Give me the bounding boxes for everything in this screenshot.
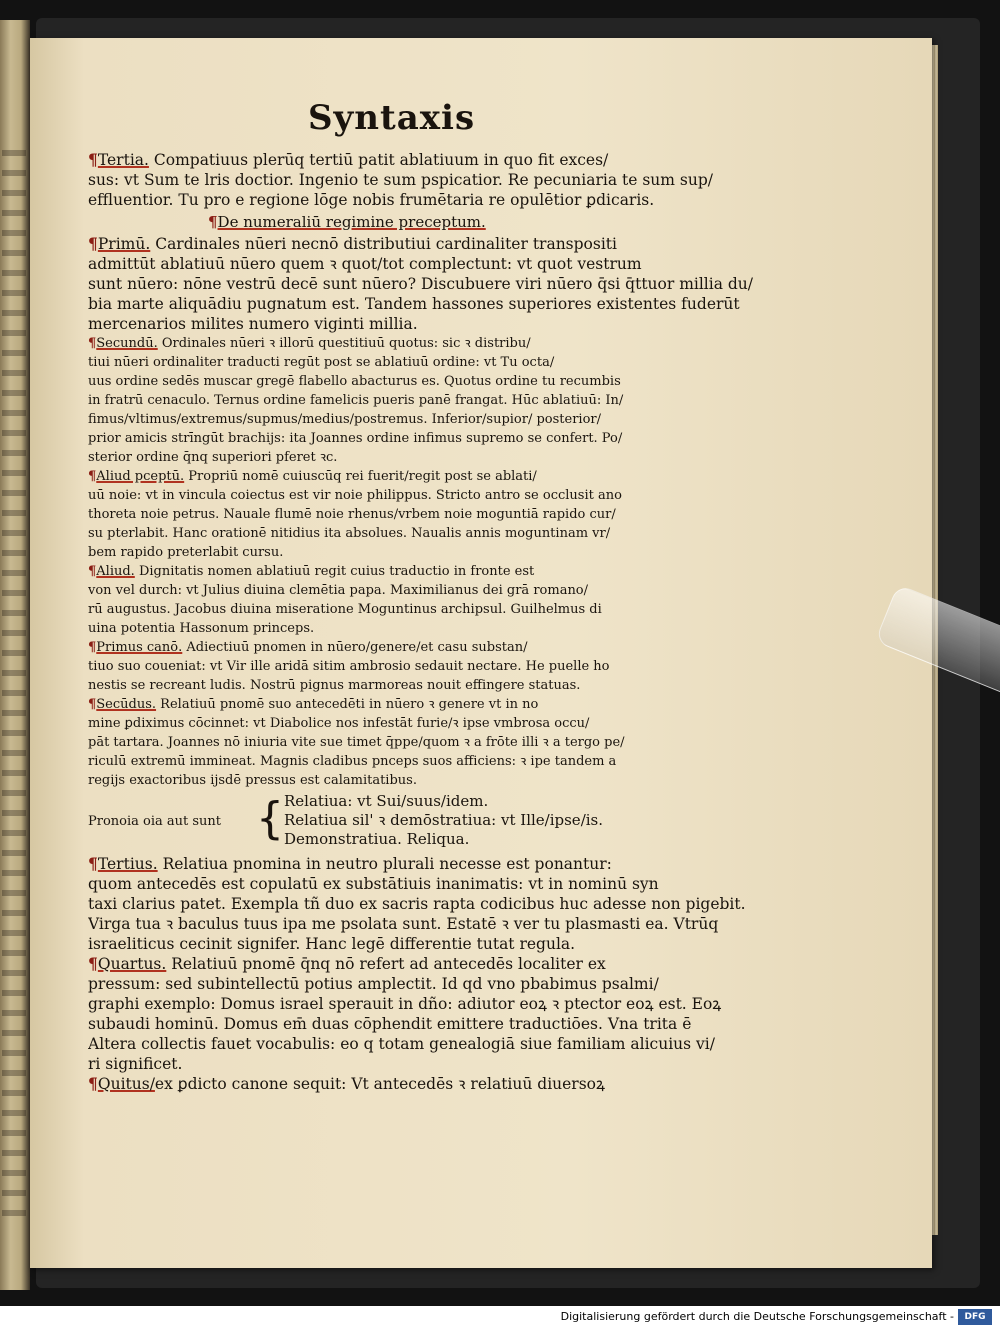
text-line	[88, 150, 768, 170]
left-page-text-fragment	[2, 150, 26, 1230]
text-line	[88, 894, 768, 914]
text-line	[88, 334, 768, 353]
text-line	[88, 410, 768, 429]
pilcrow-mark: ¶	[88, 697, 97, 712]
line-text: von vel durch: vt Julius diuina clemētia papa. Maximilianus dei grā romano/	[88, 583, 589, 598]
text-line	[88, 372, 768, 391]
pilcrow-mark: ¶	[88, 854, 98, 873]
text-line	[88, 467, 768, 486]
line-text: nestis se recreant ludis. Nostrū pignus marmoreas nouit effingere statuas.	[88, 678, 581, 693]
line-text: thoreta noie petrus. Nauale flumē noie rhenus/vrbem noie moguntiā rapido cur/	[88, 507, 616, 522]
pronoun-division-items	[284, 792, 603, 849]
pilcrow-mark: ¶	[88, 564, 97, 579]
footer-credit: Digitalisierung gefördert durch die Deutsche Forschungsgemeinschaft -	[560, 1310, 954, 1323]
line-text: tiui nūeri ordinaliter traducti regūt post se ablatiuū ordine: vt Tu octa/	[88, 355, 555, 370]
pronoun-item: Relatiua: vt Sui/suus/idem.	[284, 792, 489, 810]
pilcrow-mark: ¶	[88, 234, 98, 253]
line-text: mine ꝑdiximus cōcinnet: vt Diabolice nos infestāt furie/ꝛ ipse vmbrosa occu/	[88, 716, 590, 731]
pilcrow-mark: ¶	[88, 1074, 98, 1093]
pilcrow-mark: ¶	[88, 954, 98, 973]
text-line	[88, 448, 768, 467]
rubric-term: Quartus.	[97, 955, 167, 973]
line-text: Ordinales nūeri ꝛ illorū questitiuū quotus: sic ꝛ distribu/	[157, 336, 531, 351]
paragraph-secundus	[88, 695, 768, 790]
line-text: sterior ordine q̄nq superiori pferet ꝛc.	[88, 450, 338, 465]
line-text: sus: vt Sum te lris doctior. Ingenio te sum pspicatior. Re pecuniaria te sum sup/	[88, 171, 713, 189]
line-text: Compatiuus plerūq tertiū patit ablatiuum in quo fit exces/	[148, 151, 609, 169]
text-line	[88, 752, 768, 771]
text-line	[88, 638, 768, 657]
curly-brace-icon: {	[256, 793, 284, 844]
line-text: Relatiuū pnomē suo antecedēti in nūero ꝛ genere vt in no	[156, 697, 539, 712]
line-text: pāt tartara. Joannes nō iniuria vite sue timet q̄ppe/quom ꝛ a frōte illi ꝛ a tergo pe/	[88, 735, 625, 750]
line-text: subaudi hominū. Domus em̄ duas cōphendit emittere traductiōes. Vna trita ē	[88, 1015, 692, 1033]
paragraph-primus-canon	[88, 638, 768, 695]
rubric-term: Primū.	[97, 235, 151, 253]
text-line	[88, 486, 768, 505]
line-text: riculū extremū immineat. Magnis cladibus pnceps suos afficiens: ꝛ ipe tandem a	[88, 754, 617, 769]
text-line	[88, 695, 768, 714]
line-text: Cardinales nūeri necnō distributiui cardinaliter transpositi	[150, 235, 617, 253]
pilcrow-mark: ¶	[208, 213, 218, 231]
text-line	[88, 1054, 768, 1074]
pronoun-division-lead: Pronoia oia aut sunt	[88, 814, 222, 829]
paragraph-secundum	[88, 334, 768, 467]
paragraph-quintus	[88, 1074, 768, 1094]
line-text: Relatiua pnomina in neutro plurali necesse est ponantur:	[157, 855, 612, 873]
paragraph-tertia	[88, 150, 768, 210]
page-header: Syntaxis	[308, 98, 476, 138]
text-line	[88, 314, 768, 334]
line-text: rū augustus. Jacobus diuina miseratione Moguntinus archipsul. Guilhelmus di	[88, 602, 602, 617]
pilcrow-mark: ¶	[88, 336, 97, 351]
text-line	[88, 524, 768, 543]
text-line	[88, 1034, 768, 1054]
line-text: Relatiuū pnomē q̄nq nō refert ad antecedēs localiter ex	[166, 955, 606, 973]
line-text: mercenarios milites numero viginti millia.	[88, 315, 418, 333]
text-line	[88, 854, 768, 874]
pilcrow-mark: ¶	[88, 150, 98, 169]
text-line	[88, 581, 768, 600]
rubric-term: Aliud.	[96, 564, 135, 579]
text-line	[88, 562, 768, 581]
text-line	[88, 974, 768, 994]
pilcrow-mark: ¶	[88, 640, 97, 655]
rubric-term: Primus canō.	[96, 640, 183, 655]
rubric-term: Secūdus.	[96, 697, 157, 712]
line-text: in fratrū cenaculo. Ternus ordine famelicis pueris panē frangat. Hūc ablatiuū: In/	[88, 393, 624, 408]
pronoun-item: Demonstratiua. Reliqua.	[284, 830, 470, 848]
text-line	[88, 914, 768, 934]
text-line	[88, 234, 768, 254]
paragraph-tertius	[88, 854, 768, 954]
rubric-term: Tertius.	[97, 855, 158, 873]
pronoun-division	[88, 792, 768, 850]
text-line	[88, 505, 768, 524]
line-text: quom antecedēs est copulatū ex substātiuis inanimatis: vt in nominū syn	[88, 875, 659, 893]
text-line	[88, 190, 768, 210]
text-line	[88, 543, 768, 562]
paragraph-aliud	[88, 562, 768, 638]
line-text: Virga tua ꝛ baculus tuus ipa me psolata sunt. Estatē ꝛ ver tu plasmasti ea. Vtrūq	[88, 915, 719, 933]
line-text: tiuo suo coueniat: vt Vir ille aridā sitim ambrosio sedauit nectare. He puelle ho	[88, 659, 610, 674]
text-line	[88, 600, 768, 619]
line-text: bem rapido preterlabit cursu.	[88, 545, 284, 560]
line-text: graphi exemplo: Domus israel sperauit in dño: adiutor eoꝝ ꝛ ptector eoꝝ est. Eoꝝ	[88, 995, 722, 1013]
text-line	[88, 274, 768, 294]
text-line	[88, 676, 768, 695]
line-text: fimus/vltimus/extremus/supmus/medius/postremus. Inferior/supior/ posterior/	[88, 412, 602, 427]
line-text: ri significet.	[88, 1055, 183, 1073]
text-line	[88, 353, 768, 372]
line-text: uus ordine sedēs muscar gregē flabello abacturus es. Quotus ordine tu recumbis	[88, 374, 621, 389]
text-line	[88, 934, 768, 954]
line-text: Adiectiuū pnomen in nūero/genere/et casu substan/	[182, 640, 528, 655]
text-line	[88, 1074, 768, 1094]
line-text: prior amicis strīngūt brachijs: ita Joannes ordine infimus supremo se confert. Po/	[88, 431, 623, 446]
line-text: israeliticus cecinit signifer. Hanc legē differentie tutat regula.	[88, 935, 576, 953]
rubric-term: Aliud pceptū.	[96, 469, 185, 484]
text-line	[88, 714, 768, 733]
left-page-edge	[0, 20, 30, 1290]
line-text: sunt nūero: nōne vestrū decē sunt nūero? Discubuere viri nūero q̄si q̄ttuor millia du/	[88, 275, 754, 293]
text-line	[88, 294, 768, 314]
line-text: Dignitatis nomen ablatiuū regit cuius traductio in fronte est	[134, 564, 535, 579]
rubric-term: Quitus/	[97, 1075, 155, 1093]
line-text: pressum: sed subintellectū potius amplectit. Id qd vno pbabimus psalmi/	[88, 975, 659, 993]
paragraph-quartus	[88, 954, 768, 1074]
pronoun-item: Relatiua sil' ꝛ demōstratiua: vt Ille/ipse/is.	[284, 811, 604, 829]
rubric-term: Secundū.	[96, 336, 158, 351]
footer-bar	[0, 1306, 1000, 1329]
line-text: taxi clarius patet. Exempla tñ duo ex sacris rapta codicibus huc adesse non pigebit.	[88, 895, 746, 913]
section-heading	[88, 210, 768, 234]
paragraph-aliud-preceptum	[88, 467, 768, 562]
text-line	[88, 429, 768, 448]
text-line	[88, 994, 768, 1014]
page-text	[88, 150, 768, 1094]
line-text: effluentior. Tu pro e regione lōge nobis frumētaria re opulētior ꝑdicaris.	[88, 191, 655, 209]
pilcrow-mark: ¶	[88, 469, 97, 484]
text-line	[88, 874, 768, 894]
text-line	[88, 1014, 768, 1034]
line-text: uū noie: vt in vincula coiectus est vir noie philippus. Stricto antro se occlusit ano	[88, 488, 622, 503]
line-text: regijs exactoribus ijsdē pressus est calamitatibus.	[88, 773, 417, 788]
text-line	[88, 254, 768, 274]
text-line	[88, 619, 768, 638]
line-text: su pterlabit. Hanc orationē nitidius ita absolues. Naualis annis moguntinam vr/	[88, 526, 611, 541]
line-text: uina potentia Hassonum princeps.	[88, 621, 315, 636]
line-text: Altera collectis fauet vocabulis: eo q totam genealogiā siue familiam alicuius vi/	[88, 1035, 715, 1053]
section-heading-text: De numeraliū regimine preceptum.	[217, 213, 486, 231]
line-text: admittūt ablatiuū nūero quem ꝛ quot/tot complectunt: vt quot vestrum	[88, 255, 642, 273]
text-line	[88, 733, 768, 752]
text-line	[88, 657, 768, 676]
text-line	[88, 170, 768, 190]
rubric-term: Tertia.	[97, 151, 149, 169]
dfg-logo: DFG	[958, 1309, 992, 1325]
text-line	[88, 771, 768, 790]
text-line	[88, 954, 768, 974]
text-line	[88, 391, 768, 410]
line-text: bia marte aliquādiu pugnatum est. Tandem hassones superiores existentes fuderūt	[88, 295, 740, 313]
paragraph-primum	[88, 234, 768, 334]
line-text: ex ꝑdicto canone sequit: Vt antecedēs ꝛ relatiuū diuersoꝝ	[154, 1075, 605, 1093]
line-text: Propriū nomē cuiuscūq rei fuerit/regit post se ablati/	[184, 469, 537, 484]
